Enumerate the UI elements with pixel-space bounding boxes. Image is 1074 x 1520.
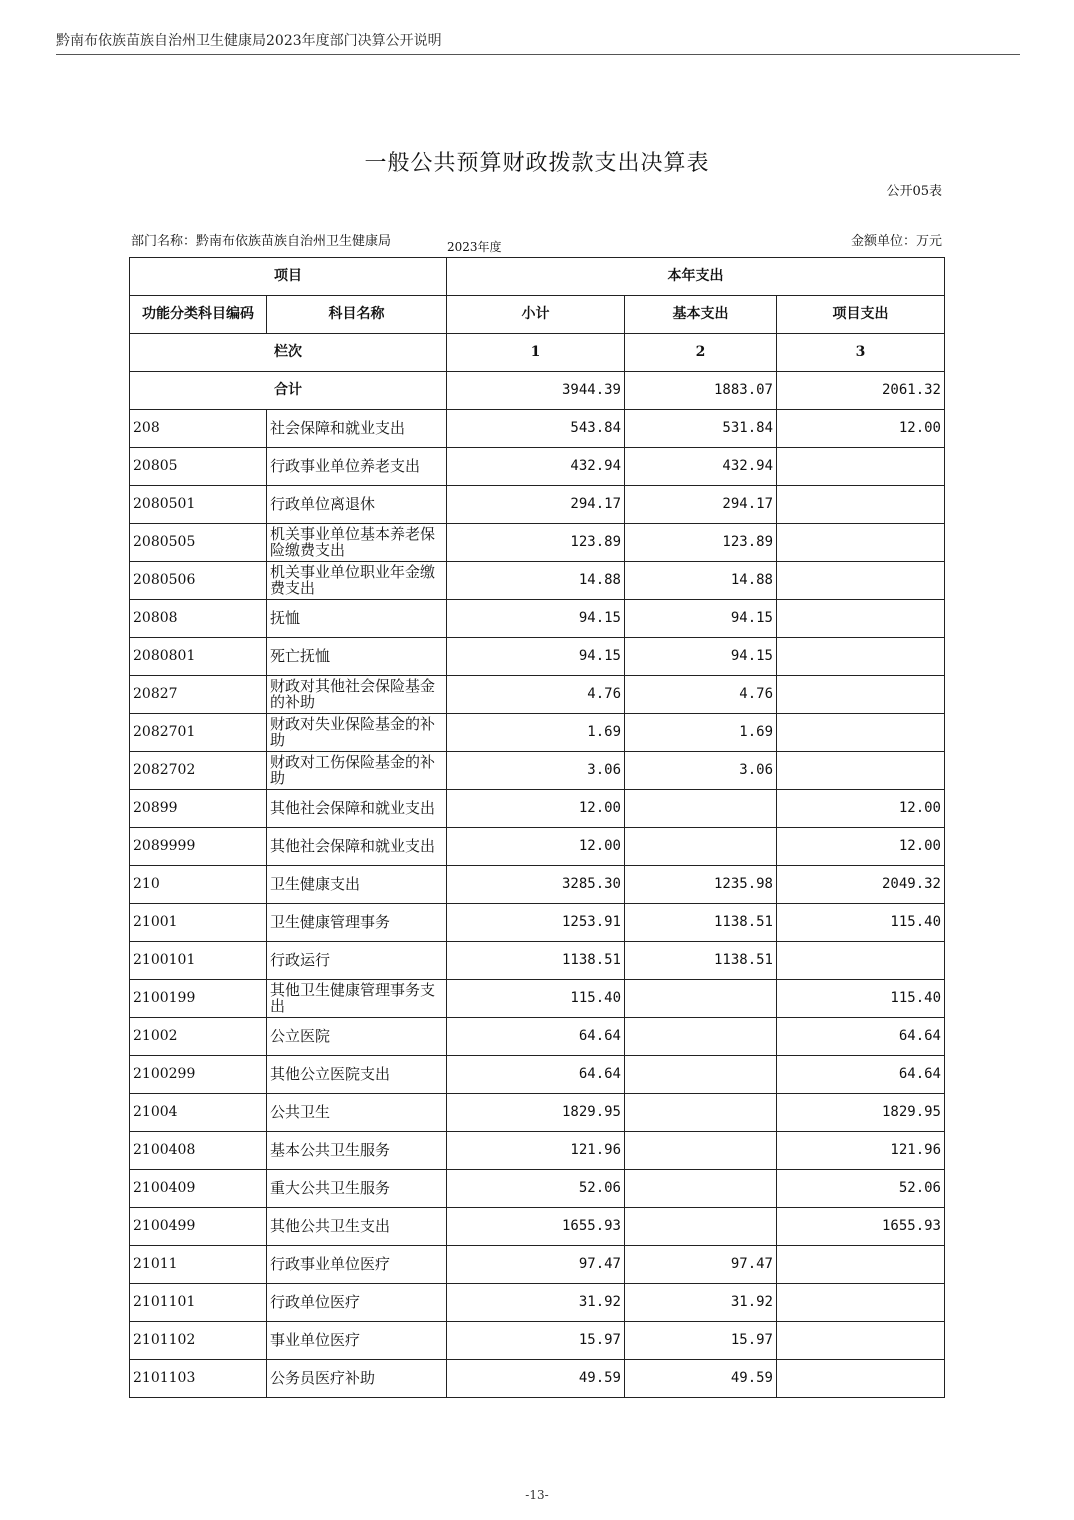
table-row	[130, 600, 945, 638]
table-row	[130, 410, 945, 448]
row-code: 2082701	[130, 714, 267, 752]
department-name: 部门名称：黔南布依族苗族自治州卫生健康局	[131, 234, 392, 249]
table-row	[130, 1170, 945, 1208]
row-project: 12.00	[777, 410, 945, 448]
row-code: 20805	[130, 448, 267, 486]
row-basic: 531.84	[625, 410, 777, 448]
row-basic: 49.59	[625, 1360, 777, 1398]
row-basic	[625, 1208, 777, 1246]
row-subtotal: 123.89	[447, 524, 625, 562]
row-basic: 294.17	[625, 486, 777, 524]
table-row	[130, 904, 945, 942]
row-code: 2101103	[130, 1360, 267, 1398]
row-code: 2100499	[130, 1208, 267, 1246]
row-project	[777, 600, 945, 638]
running-header: 黔南布依族苗族自治州卫生健康局2023年度部门决算公开说明	[56, 33, 442, 49]
row-code: 208	[130, 410, 267, 448]
table-number: 公开05表	[886, 184, 942, 199]
row-code: 2100199	[130, 980, 267, 1018]
row-code: 20827	[130, 676, 267, 714]
row-project	[777, 714, 945, 752]
header-code: 功能分类科目编码	[130, 296, 267, 334]
row-basic: 94.15	[625, 638, 777, 676]
row-basic	[625, 1132, 777, 1170]
row-subtotal: 12.00	[447, 790, 625, 828]
row-code: 2100299	[130, 1056, 267, 1094]
row-code: 2089999	[130, 828, 267, 866]
row-project: 115.40	[777, 904, 945, 942]
row-subtotal: 31.92	[447, 1284, 625, 1322]
row-basic: 1138.51	[625, 942, 777, 980]
table-row	[130, 942, 945, 980]
row-basic: 123.89	[625, 524, 777, 562]
row-project	[777, 676, 945, 714]
row-basic	[625, 1094, 777, 1132]
row-name: 公立医院	[267, 1018, 447, 1056]
header-name: 科目名称	[267, 296, 447, 334]
row-basic	[625, 980, 777, 1018]
row-subtotal: 1138.51	[447, 942, 625, 980]
row-subtotal: 1655.93	[447, 1208, 625, 1246]
row-subtotal: 1829.95	[447, 1094, 625, 1132]
row-project: 64.64	[777, 1056, 945, 1094]
row-name: 机关事业单位基本养老保险缴费支出	[267, 524, 447, 562]
row-basic: 1235.98	[625, 866, 777, 904]
row-basic	[625, 1056, 777, 1094]
column-number-row	[130, 334, 945, 372]
row-basic: 14.88	[625, 562, 777, 600]
row-name: 事业单位医疗	[267, 1322, 447, 1360]
row-code: 2080506	[130, 562, 267, 600]
row-name: 行政事业单位医疗	[267, 1246, 447, 1284]
row-code: 21011	[130, 1246, 267, 1284]
row-name: 财政对工伤保险基金的补助	[267, 752, 447, 790]
row-subtotal: 94.15	[447, 600, 625, 638]
row-basic	[625, 828, 777, 866]
row-subtotal: 3285.30	[447, 866, 625, 904]
row-project: 1829.95	[777, 1094, 945, 1132]
row-basic: 94.15	[625, 600, 777, 638]
table-row	[130, 1056, 945, 1094]
row-subtotal: 49.59	[447, 1360, 625, 1398]
expenditure-table	[129, 257, 945, 1398]
header-subtotal: 小计	[447, 296, 625, 334]
column-number-2: 2	[625, 334, 777, 372]
table-row	[130, 714, 945, 752]
row-code: 2100101	[130, 942, 267, 980]
row-name: 抚恤	[267, 600, 447, 638]
header-basic: 基本支出	[625, 296, 777, 334]
row-project	[777, 752, 945, 790]
row-code: 21004	[130, 1094, 267, 1132]
row-subtotal: 97.47	[447, 1246, 625, 1284]
table-row	[130, 1322, 945, 1360]
row-name: 机关事业单位职业年金缴费支出	[267, 562, 447, 600]
header-project: 项目支出	[777, 296, 945, 334]
table-row	[130, 1208, 945, 1246]
row-name: 死亡抚恤	[267, 638, 447, 676]
row-subtotal: 432.94	[447, 448, 625, 486]
row-code: 2080505	[130, 524, 267, 562]
row-basic	[625, 790, 777, 828]
row-project	[777, 448, 945, 486]
row-name: 基本公共卫生服务	[267, 1132, 447, 1170]
row-code: 2100409	[130, 1170, 267, 1208]
row-code: 2101101	[130, 1284, 267, 1322]
table-row	[130, 1284, 945, 1322]
table-row	[130, 828, 945, 866]
row-name: 其他社会保障和就业支出	[267, 828, 447, 866]
row-code: 2101102	[130, 1322, 267, 1360]
row-code: 21001	[130, 904, 267, 942]
row-code: 20899	[130, 790, 267, 828]
row-name: 行政单位医疗	[267, 1284, 447, 1322]
total-project: 2061.32	[777, 372, 945, 410]
column-number-label: 栏次	[130, 334, 447, 372]
row-project	[777, 1322, 945, 1360]
row-subtotal: 12.00	[447, 828, 625, 866]
table-row	[130, 676, 945, 714]
row-project	[777, 486, 945, 524]
table-row	[130, 980, 945, 1018]
table-row	[130, 790, 945, 828]
row-name: 行政事业单位养老支出	[267, 448, 447, 486]
row-basic	[625, 1170, 777, 1208]
table-row	[130, 486, 945, 524]
row-code: 2100408	[130, 1132, 267, 1170]
row-name: 重大公共卫生服务	[267, 1170, 447, 1208]
row-basic: 3.06	[625, 752, 777, 790]
total-row	[130, 372, 945, 410]
row-code: 2082702	[130, 752, 267, 790]
row-project: 12.00	[777, 790, 945, 828]
row-code: 2080501	[130, 486, 267, 524]
row-subtotal: 3.06	[447, 752, 625, 790]
row-name: 其他卫生健康管理事务支出	[267, 980, 447, 1018]
row-subtotal: 15.97	[447, 1322, 625, 1360]
header-row-2	[130, 296, 945, 334]
row-name: 行政单位离退休	[267, 486, 447, 524]
header-current-year: 本年支出	[447, 258, 945, 296]
row-code: 2080801	[130, 638, 267, 676]
row-name: 财政对失业保险基金的补助	[267, 714, 447, 752]
header-row-1	[130, 258, 945, 296]
total-basic: 1883.07	[625, 372, 777, 410]
row-name: 其他公共卫生支出	[267, 1208, 447, 1246]
row-basic	[625, 1018, 777, 1056]
row-basic: 432.94	[625, 448, 777, 486]
row-project: 2049.32	[777, 866, 945, 904]
table-row	[130, 562, 945, 600]
row-project	[777, 1284, 945, 1322]
row-basic: 15.97	[625, 1322, 777, 1360]
column-number-3: 3	[777, 334, 945, 372]
amount-unit: 金额单位：万元	[850, 234, 942, 249]
row-subtotal: 1.69	[447, 714, 625, 752]
row-project	[777, 524, 945, 562]
page-title: 一般公共预算财政拨款支出决算表	[364, 151, 710, 176]
row-subtotal: 121.96	[447, 1132, 625, 1170]
row-project	[777, 638, 945, 676]
table-row	[130, 752, 945, 790]
row-name: 卫生健康支出	[267, 866, 447, 904]
row-basic: 4.76	[625, 676, 777, 714]
row-project: 52.06	[777, 1170, 945, 1208]
row-project: 115.40	[777, 980, 945, 1018]
table-row	[130, 448, 945, 486]
row-name: 社会保障和就业支出	[267, 410, 447, 448]
row-subtotal: 4.76	[447, 676, 625, 714]
row-subtotal: 52.06	[447, 1170, 625, 1208]
row-project: 64.64	[777, 1018, 945, 1056]
total-label: 合计	[130, 372, 447, 410]
row-subtotal: 14.88	[447, 562, 625, 600]
row-code: 20808	[130, 600, 267, 638]
row-subtotal: 94.15	[447, 638, 625, 676]
row-subtotal: 115.40	[447, 980, 625, 1018]
header-divider	[56, 54, 1020, 55]
table-row	[130, 1132, 945, 1170]
table-row	[130, 638, 945, 676]
row-name: 公共卫生	[267, 1094, 447, 1132]
row-basic: 1138.51	[625, 904, 777, 942]
row-name: 其他公立医院支出	[267, 1056, 447, 1094]
row-project: 121.96	[777, 1132, 945, 1170]
table-row	[130, 1018, 945, 1056]
row-name: 行政运行	[267, 942, 447, 980]
table-row	[130, 1360, 945, 1398]
table-row	[130, 1094, 945, 1132]
row-basic: 1.69	[625, 714, 777, 752]
row-name: 其他社会保障和就业支出	[267, 790, 447, 828]
table-row	[130, 1246, 945, 1284]
row-subtotal: 1253.91	[447, 904, 625, 942]
row-project	[777, 562, 945, 600]
row-project: 12.00	[777, 828, 945, 866]
row-project	[777, 1360, 945, 1398]
row-name: 卫生健康管理事务	[267, 904, 447, 942]
fiscal-year: 2023年度	[447, 240, 502, 254]
row-basic: 97.47	[625, 1246, 777, 1284]
row-code: 21002	[130, 1018, 267, 1056]
row-code: 210	[130, 866, 267, 904]
row-subtotal: 64.64	[447, 1056, 625, 1094]
row-project	[777, 1246, 945, 1284]
row-name: 财政对其他社会保险基金的补助	[267, 676, 447, 714]
row-subtotal: 543.84	[447, 410, 625, 448]
row-subtotal: 294.17	[447, 486, 625, 524]
row-project	[777, 942, 945, 980]
total-subtotal: 3944.39	[447, 372, 625, 410]
table-row	[130, 866, 945, 904]
page-number: -13-	[525, 1488, 549, 1502]
row-name: 公务员医疗补助	[267, 1360, 447, 1398]
column-number-1: 1	[447, 334, 625, 372]
row-basic: 31.92	[625, 1284, 777, 1322]
row-project: 1655.93	[777, 1208, 945, 1246]
row-subtotal: 64.64	[447, 1018, 625, 1056]
header-item: 项目	[130, 258, 447, 296]
table-row	[130, 524, 945, 562]
